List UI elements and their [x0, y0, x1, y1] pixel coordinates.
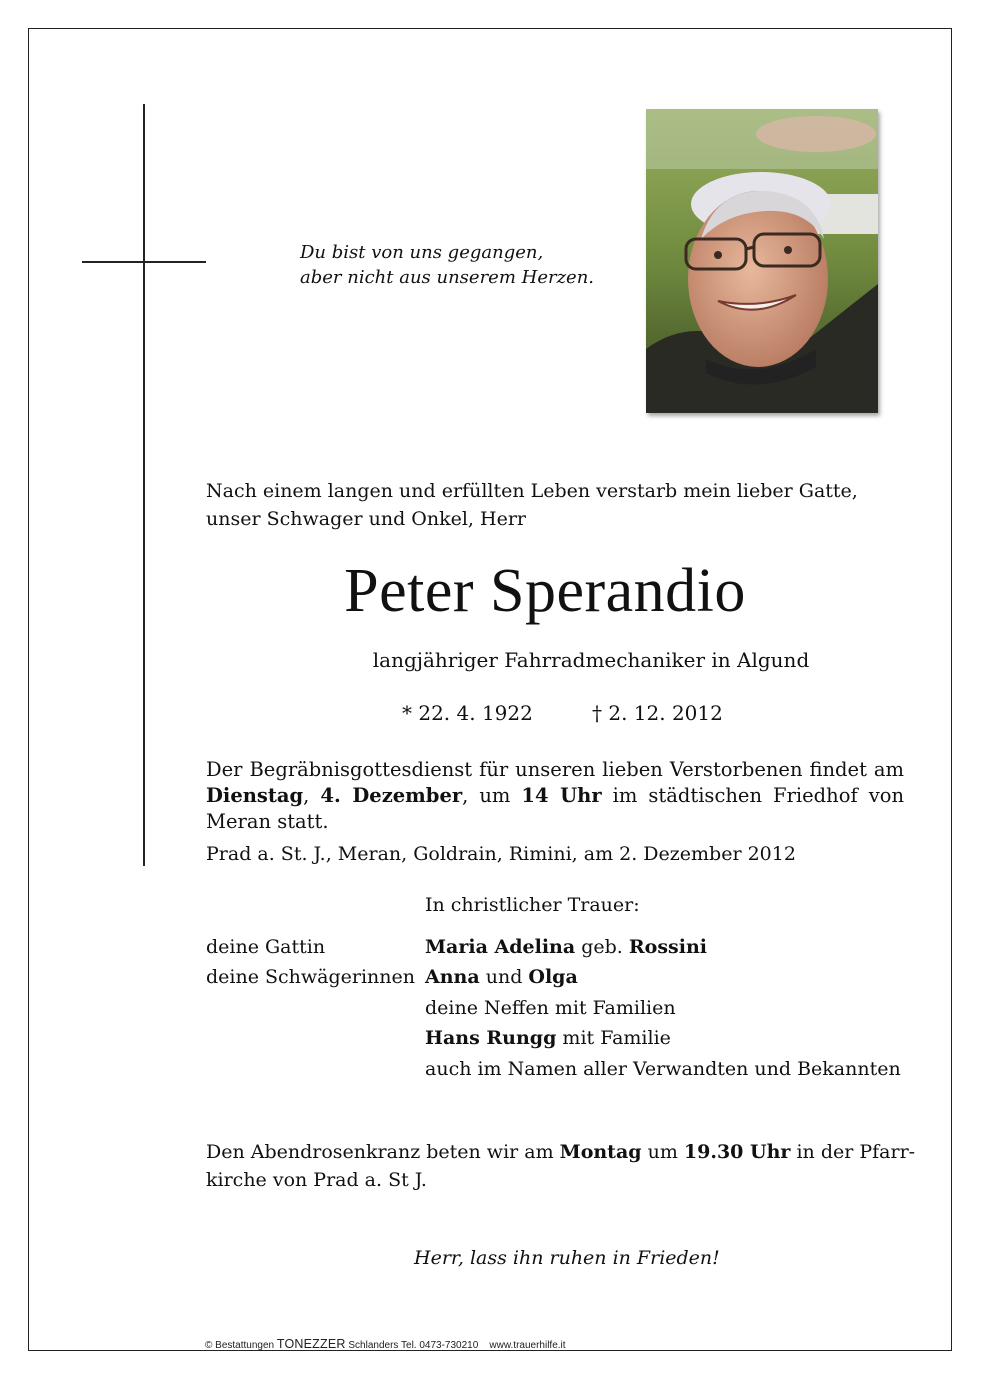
spouse-name: Maria Adelina [425, 936, 576, 958]
cross-vertical-beam [143, 104, 145, 866]
rosary-notice [206, 1138, 915, 1194]
quote-line-1: Du bist von uns gegangen, [300, 242, 544, 263]
rosary-day: Montag [559, 1141, 642, 1163]
intro-text [206, 477, 858, 533]
intro-line-2: unser Schwager und Onkel, Herr [206, 508, 526, 530]
intro-line-1: Nach einem langen und erfüllten Leben verstarb mein lieber Gatte, [206, 480, 858, 502]
funeral-text-3: , um [462, 784, 522, 807]
sister-in-law-2: Olga [528, 966, 578, 988]
deceased-name: Peter Sperandio [344, 557, 746, 625]
mourner-sisters-in-law [425, 966, 578, 988]
quote-line-2: aber nicht aus unserem Herzen. [300, 267, 595, 288]
funeral-text-1: Der Begräbnisgottesdienst für unseren lieben Verstorbenen findet am [206, 758, 904, 781]
spouse-nee: geb. [575, 936, 629, 958]
rosary-time: 19.30 Uhr [683, 1141, 791, 1163]
mourner-relatives: auch im Namen aller Verwandten und Bekannten [425, 1058, 901, 1080]
memorial-quote [300, 240, 594, 290]
mourner-label-spouse: deine Gattin [206, 936, 326, 958]
portrait-image [646, 109, 878, 413]
rosary-line-2: kirche von Prad a. St J. [206, 1169, 427, 1191]
spouse-maiden-name: Rossini [628, 936, 707, 958]
footer-credit [205, 1337, 566, 1351]
funeral-date: 4. Dezember [320, 784, 463, 807]
funeral-text-2: , [303, 784, 321, 807]
mourner-spouse [425, 936, 707, 958]
footer-brand: TONEZZER [276, 1337, 346, 1351]
mourner-nephews: deine Neffen mit Familien [425, 997, 676, 1019]
sister-in-law-1: Anna [425, 966, 480, 988]
footer-prefix: © Bestattungen [205, 1340, 277, 1351]
funeral-notice [206, 757, 904, 835]
mourning-heading: In christlicher Trauer: [425, 894, 640, 916]
rosary-text-1: Den Abendrosenkranz beten wir am [206, 1141, 560, 1163]
funeral-day: Dienstag [206, 784, 304, 807]
death-date: † 2. 12. 2012 [592, 701, 723, 725]
rosary-text-3: in der Pfarr- [790, 1141, 916, 1163]
hans-family: mit Familie [556, 1027, 671, 1049]
rosary-text-2: um [641, 1141, 684, 1163]
footer-rest: Schlanders Tel. 0473-730210 www.trauerhilfe.it [345, 1340, 566, 1351]
mourner-label-sisters-in-law: deine Schwägerinnen [206, 966, 416, 988]
deceased-occupation: langjähriger Fahrradmechaniker in Algund [372, 648, 810, 672]
mourner-and: und [479, 966, 529, 988]
place-and-date: Prad a. St. J., Meran, Goldrain, Rimini, am 2. Dezember 2012 [206, 843, 796, 865]
hans-name: Hans Rungg [425, 1027, 557, 1049]
funeral-text-4: im städtischen Friedhof von Meran statt. [206, 784, 905, 833]
mourner-hans [425, 1027, 671, 1049]
birth-date: * 22. 4. 1922 [402, 701, 533, 725]
funeral-time: 14 Uhr [521, 784, 602, 807]
rosary-line-1 [206, 1138, 915, 1166]
cross-horizontal-beam [82, 261, 206, 263]
portrait-photo [646, 109, 878, 413]
closing-prayer: Herr, lass ihn ruhen in Frieden! [414, 1247, 720, 1269]
